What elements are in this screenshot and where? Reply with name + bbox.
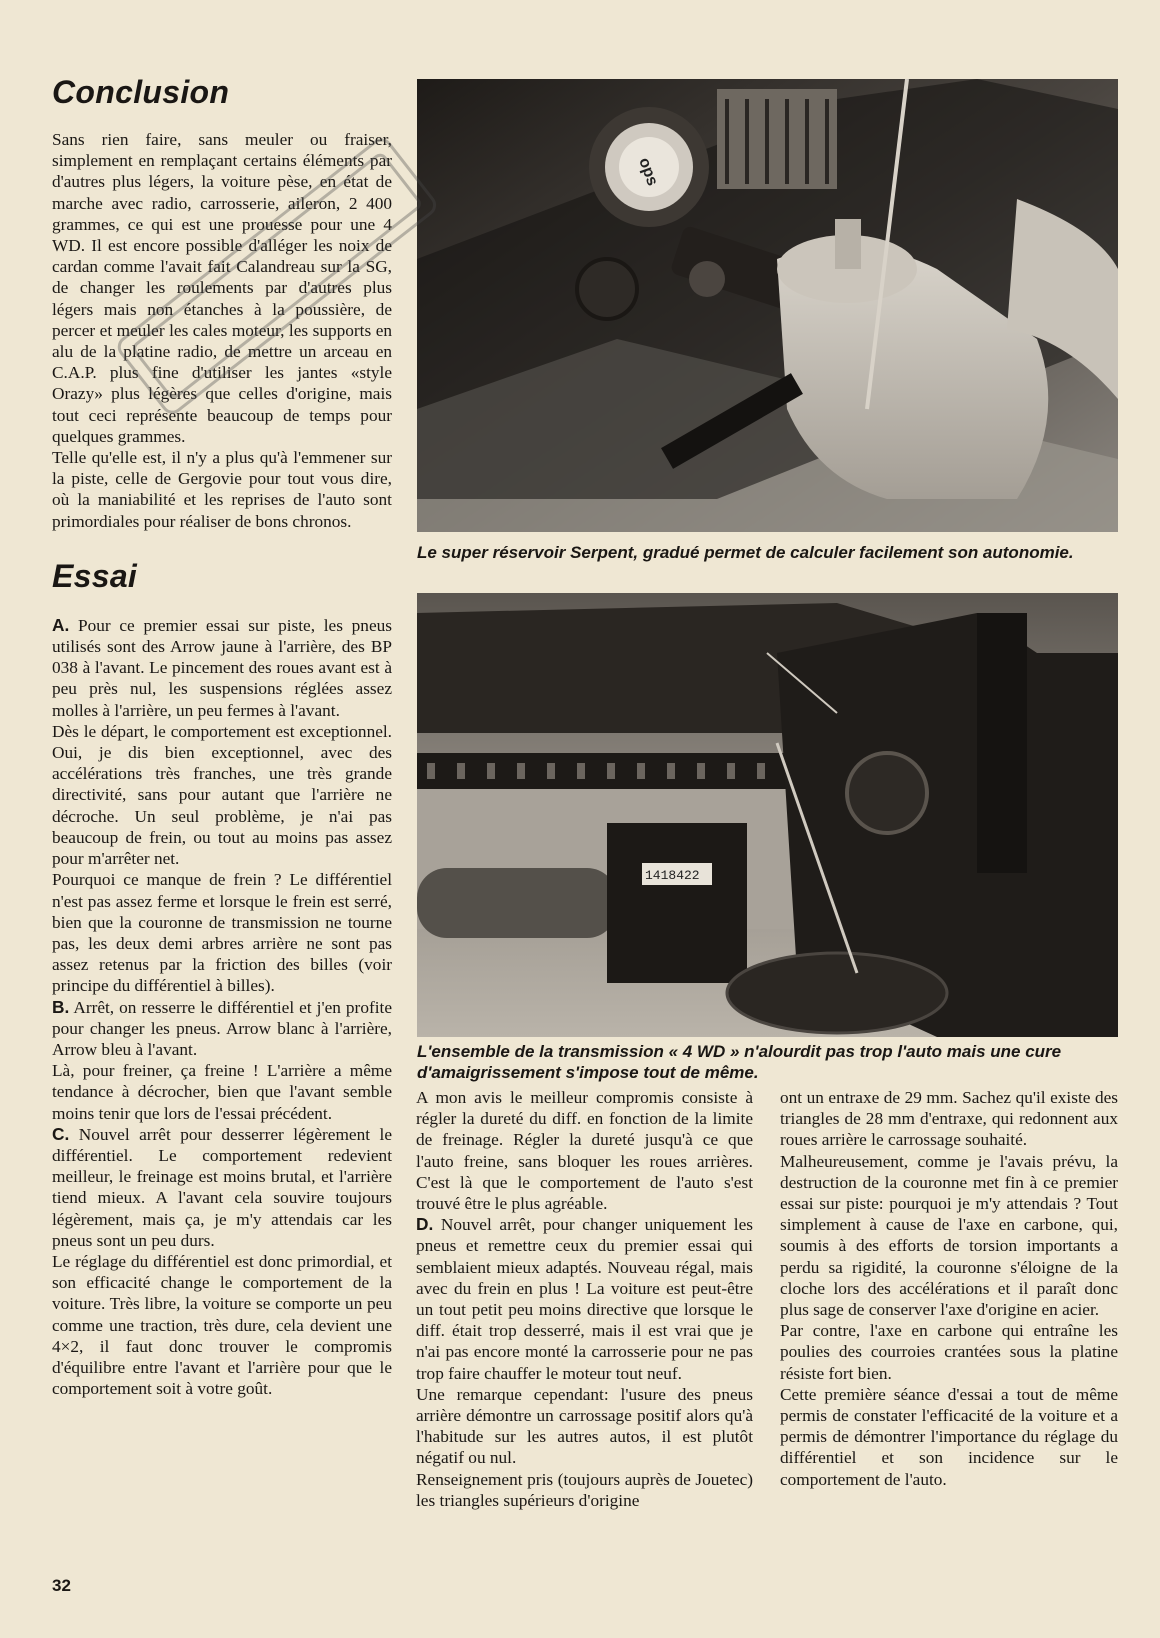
- paragraph-letter-marker: B.: [52, 996, 70, 1017]
- essai-right-paragraph: [780, 1320, 1118, 1384]
- paragraph-text: Pour ce premier essai sur piste, les pneus utilisés sont des Arrow jaune à l'arrière, des BP 038 à l'avant. Le pincement des roues avant est à peu près nul, les suspensions réglées assez molles à l'arrière, un peu fermes à l'avant.: [52, 615, 392, 720]
- essai-right-paragraph: [780, 1384, 1118, 1490]
- paragraph-text: Nouvel arrêt pour desserrer légèrement le différentiel. Le comportement redevient meilleur, le freinage est moins brutal, et l'arrière tiend mieux. A l'avant cela souvire toujours légèrement, mais ça, je m'y attendais car les pneus sont un peu durs.: [52, 1124, 392, 1250]
- paragraph-text: Renseignement pris (toujours auprès de Jouetec) les triangles supérieurs d'origine: [416, 1469, 753, 1510]
- essai-right-paragraph: [780, 1087, 1118, 1151]
- essai-left-paragraph: [52, 721, 392, 869]
- page-number: 32: [52, 1576, 71, 1595]
- essai-left-paragraph: [52, 615, 392, 721]
- paragraph-text: Le réglage du différentiel est donc primordial, et son efficacité change le comportement de la voiture. Très libre, la voiture se comporte un peu comme une traction, très dure, cela devient une 4×2, il faut donc trouver le compromis d'équilibre entre l'avant et l'arrière pour que le comportement soit à votre goût.: [52, 1251, 392, 1399]
- paragraph-letter-marker: D.: [416, 1214, 434, 1235]
- paragraph-letter-marker: A.: [52, 614, 70, 635]
- paragraph-text: Arrêt, on resserre le différentiel et j'en profite pour changer les pneus. Arrow blanc à l'arrière, Arrow bleu à l'avant.: [52, 997, 392, 1059]
- conclusion-heading: Conclusion: [52, 74, 230, 110]
- paragraph-text: ont un entraxe de 29 mm. Sachez qu'il existe des triangles de 28 mm d'entraxe, qui redonnent aux roues arrière le carrossage souhaité.: [780, 1088, 1118, 1150]
- transmission-illustration: [417, 593, 1118, 1037]
- essai-left-paragraph: [52, 1251, 392, 1399]
- essai-left-paragraph: [52, 997, 392, 1061]
- essai-heading: Essai: [52, 557, 138, 594]
- photo-fuel-tank: [417, 79, 1118, 532]
- paragraph-text: Là, pour freiner, ça freine ! L'arrière a même tendance à décrocher, bien que l'avant semble moins tenir que lors de l'essai précédent.: [52, 1061, 392, 1123]
- essai-middle-paragraph: [416, 1214, 753, 1384]
- caption-transmission: L'ensemble de la transmission « 4 WD » n'alourdit pas trop l'auto mais une cure d'amaigrissement s'impose tout de même.: [417, 1042, 1062, 1082]
- essai-middle-column: [416, 1087, 753, 1511]
- essai-left-paragraph: [52, 869, 392, 996]
- essai-right-column: [780, 1087, 1118, 1490]
- paragraph-text: Par contre, l'axe en carbone qui entraîne les poulies des courroies crantées sous la platine résiste fort bien.: [780, 1321, 1118, 1383]
- filter-label-text: ops: [635, 155, 661, 189]
- essai-left-paragraphs: [52, 615, 392, 1400]
- essai-middle-paragraph: [416, 1384, 753, 1469]
- fuel-tank-illustration: [417, 79, 1118, 532]
- essai-left-paragraph: [52, 1124, 392, 1251]
- servo-label-text: 1418422: [645, 868, 700, 883]
- conclusion-paragraph-1: Sans rien faire, sans meuler ou fraiser, simplement en remplaçant certains éléments par d'autres plus légers, la voiture pèse, en état de marche avec radio, carrosserie, aileron, 2 400 grammes, ce qui est une prouesse pour une 4 WD. Il est encore possible d'alléger les noix de cardan comme l'avait fait Calandreau sur la SG, de changer les roulements par d'autres plus légers mais non étanches à la poussière, de percer et meuler les cales moteur, les supports en alu de la platine radio, de mettre un arceau en C.A.P. plus fine d'utiliser les jantes «style Orazy» plus légères que celles d'origine, mais tout ceci représente beaucoup de temps pour quelques grammes.: [52, 130, 392, 446]
- paragraph-text: A mon avis le meilleur compromis consiste à régler la dureté du diff. en fonction de la limite de freinage. Régler la dureté jusqu'à ce que l'auto freine, sans bloquer les roues arrières. C'est là que le comportement de l'auto s'est trouvé être le plus agréable.: [416, 1088, 753, 1214]
- conclusion-paragraph-2: Telle qu'elle est, il n'y a plus qu'à l'emmener sur la piste, celle de Gergovie pour tout vous dire, où la maniabilité et les reprises de l'auto sont primordiales pour réaliser de bons chronos.: [52, 448, 392, 531]
- paragraph-text: Une remarque cependant: l'usure des pneus arrière démontre un carrossage positif alors qu'à l'habitude sur les autres autos, il est plutôt négatif ou nul.: [416, 1384, 753, 1468]
- paragraph-text: Pourquoi ce manque de frein ? Le différentiel n'est pas assez ferme et lorsque le frein est serré, bien que la couronne de transmission ne tourne pas, les deux demi arbres arrière ne sont pas assez retenus par la friction des billes (voir principe du différentiel à billes).: [52, 870, 392, 996]
- essai-right-paragraph: [780, 1151, 1118, 1321]
- paragraph-text: Nouvel arrêt, pour changer uniquement les pneus et remettre ceux du premier essai qui semblaient mieux adaptés. Nouveau régal, mais avec du frein en plus ! La voiture est peut-être un tout petit peu moins directive que lorsque le diff. était trop desserré, mais il est vrai que je n'ai pas encore monté la carrosserie pour ne pas trop faire chauffer le moteur tout neuf.: [416, 1215, 753, 1383]
- paragraph-text: Cette première séance d'essai a tout de même permis de constater l'efficacité de la voiture et a permis de démontrer l'importance du réglage du différentiel et son incidence sur le comportement de l'auto.: [780, 1384, 1118, 1489]
- paragraph-letter-marker: C.: [52, 1123, 70, 1144]
- left-column: [52, 74, 392, 1399]
- paragraph-text: Malheureusement, comme je l'avais prévu, la destruction de la couronne met fin à ce premier essai sur piste: pourquoi je m'y attendais ? Tout simplement à cause de l'axe en carbone, qui, soumis à des efforts de torsion importants a perdu sa rigidité, la couronne s'éloigne de la cloche lors des accélérations et il paraît donc plus sage de conserver l'axe d'origine en acier.: [780, 1151, 1118, 1320]
- essai-left-paragraph: [52, 1060, 392, 1124]
- paragraph-text: Dès le départ, le comportement est exceptionnel. Oui, je dis bien exceptionnel, avec des accélérations très franches, une très grande directivité, sans pour autant que l'arrière ne décroche. Un seul problème, je n'ai pas beaucoup de frein, ou tout au moins pas assez pour m'arrêter net.: [52, 721, 392, 869]
- essai-middle-paragraph: [416, 1087, 753, 1214]
- photo-transmission: [417, 593, 1118, 1037]
- caption-fuel-tank: Le super réservoir Serpent, gradué permet de calculer facilement son autonomie.: [417, 543, 1074, 562]
- essai-middle-paragraph: [416, 1469, 753, 1511]
